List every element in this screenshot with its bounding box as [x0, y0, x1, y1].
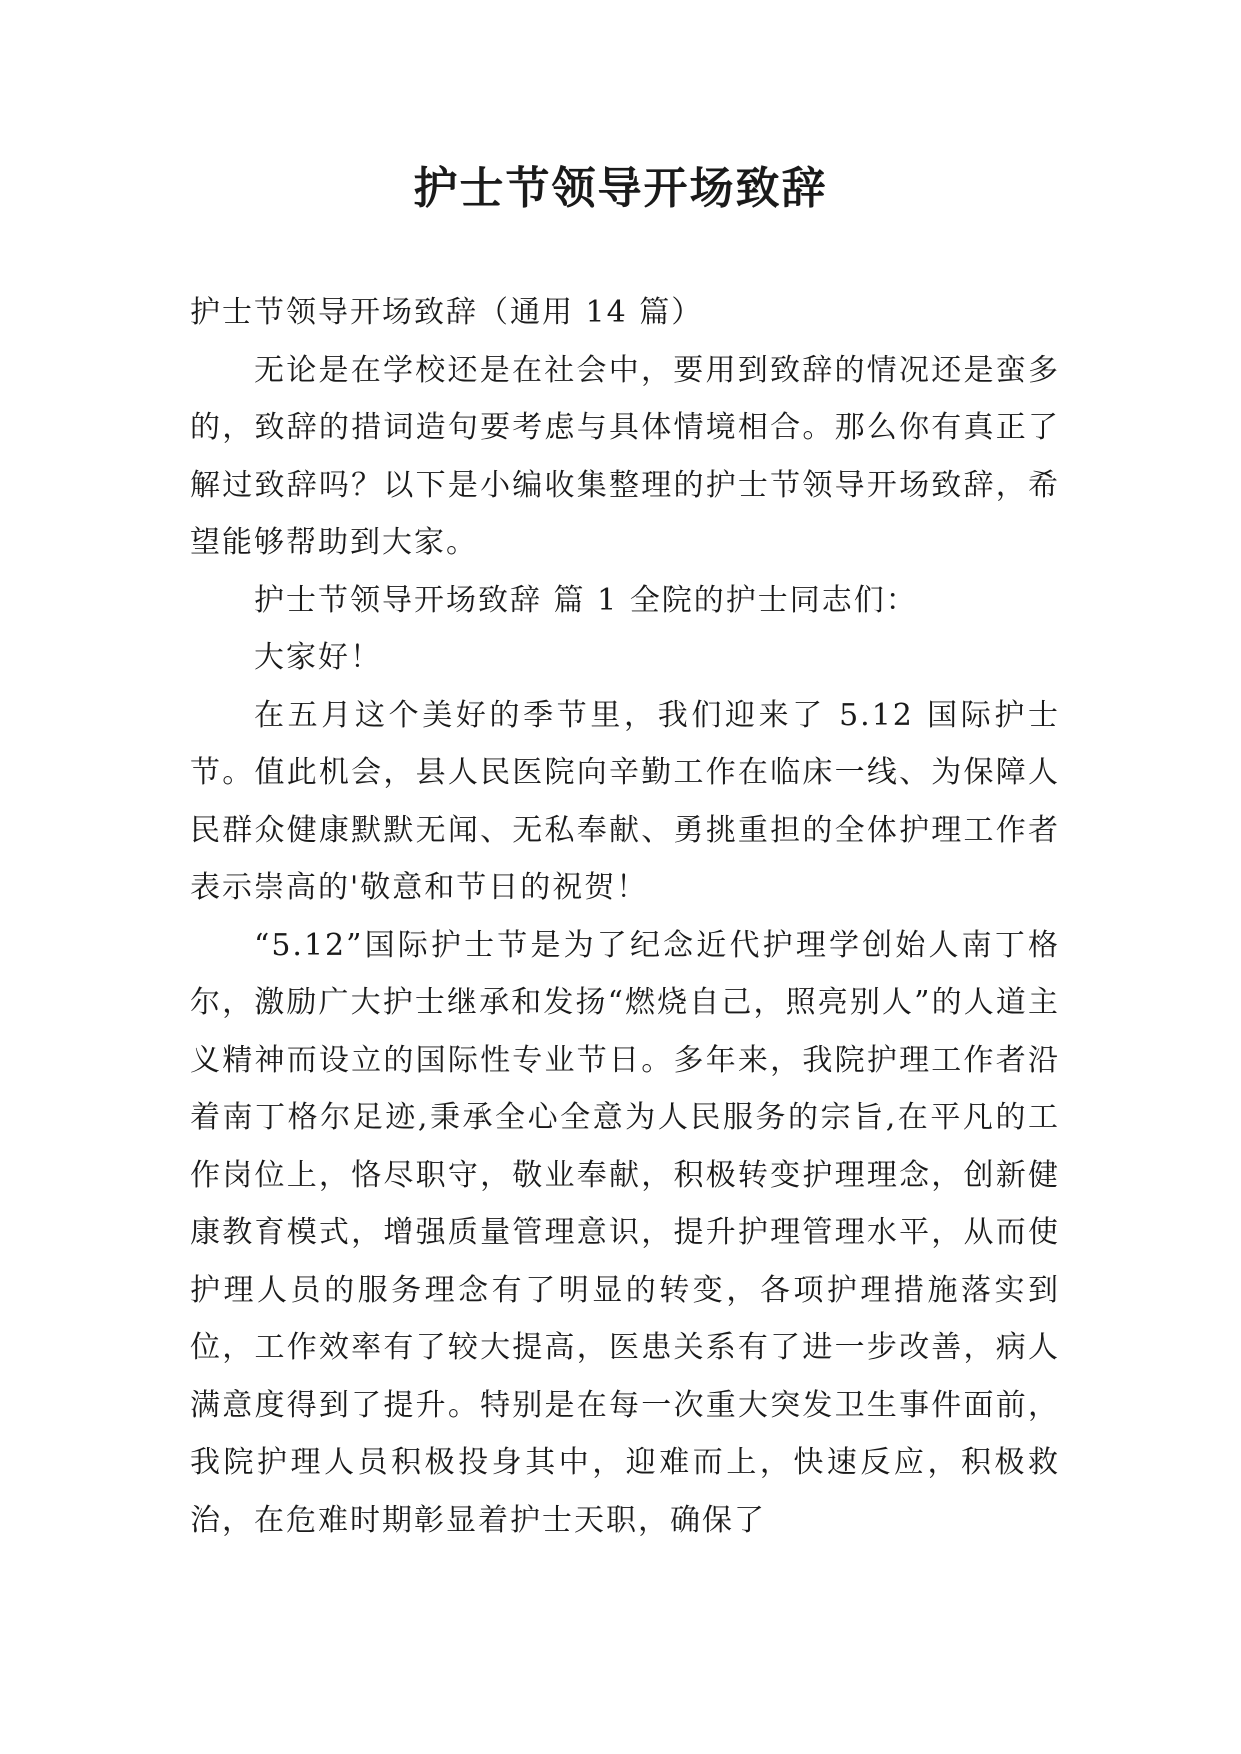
paragraph-greeting: 大家好！	[254, 640, 382, 675]
paragraph-salutation-heading: 护士节领导开场致辞 篇 1 全院的护士同志们：	[254, 582, 918, 618]
document-body	[190, 284, 1060, 1549]
paragraph-body-1: 在五月这个美好的季节里，我们迎来了 5.12 国际护士节。值此机会，县人民医院向辛勤工作在临床一线、为保障人民群众健康默默无闻、无私奉献、勇挑重担的全体护理工作者表示崇高的'敬意和节日的祝贺！	[190, 697, 1060, 905]
document-subtitle: 护士节领导开场致辞（通用 14 篇）	[190, 295, 704, 330]
paragraph-intro: 无论是在学校还是在社会中，要用到致辞的情况还是蛮多的，致辞的措词造句要考虑与具体情境相合。那么你有真正了解过致辞吗？以下是小编收集整理的护士节领导开场致辞，希望能够帮助到大家。	[190, 352, 1060, 560]
document-title: 护士节领导开场致辞	[413, 163, 828, 214]
paragraph-body-2: “5.12”国际护士节是为了纪念近代护理学创始人南丁格尔，激励广大护士继承和发扬“燃烧自己，照亮别人”的人道主义精神而设立的国际性专业节日。多年来，我院护理工作者沿着南丁格尔足迹,秉承全心全意为人民服务的宗旨,在平凡的工作岗位上，恪尽职守，敬业奉献，积极转变护理理念，创新健康教育模式，增强质量管理意识，提升护理管理水平，从而使护理人员的服务理念有了明显的转变，各项护理措施落实到位，工作效率有了较大提高，医患关系有了进一步改善，病人满意度得到了提升。特别是在每一次重大突发卫生事件面前，我院护理人员积极投身其中，迎难而上，快速反应，积极救治，在危难时期彰显着护士天职，确保了	[190, 927, 1060, 1538]
